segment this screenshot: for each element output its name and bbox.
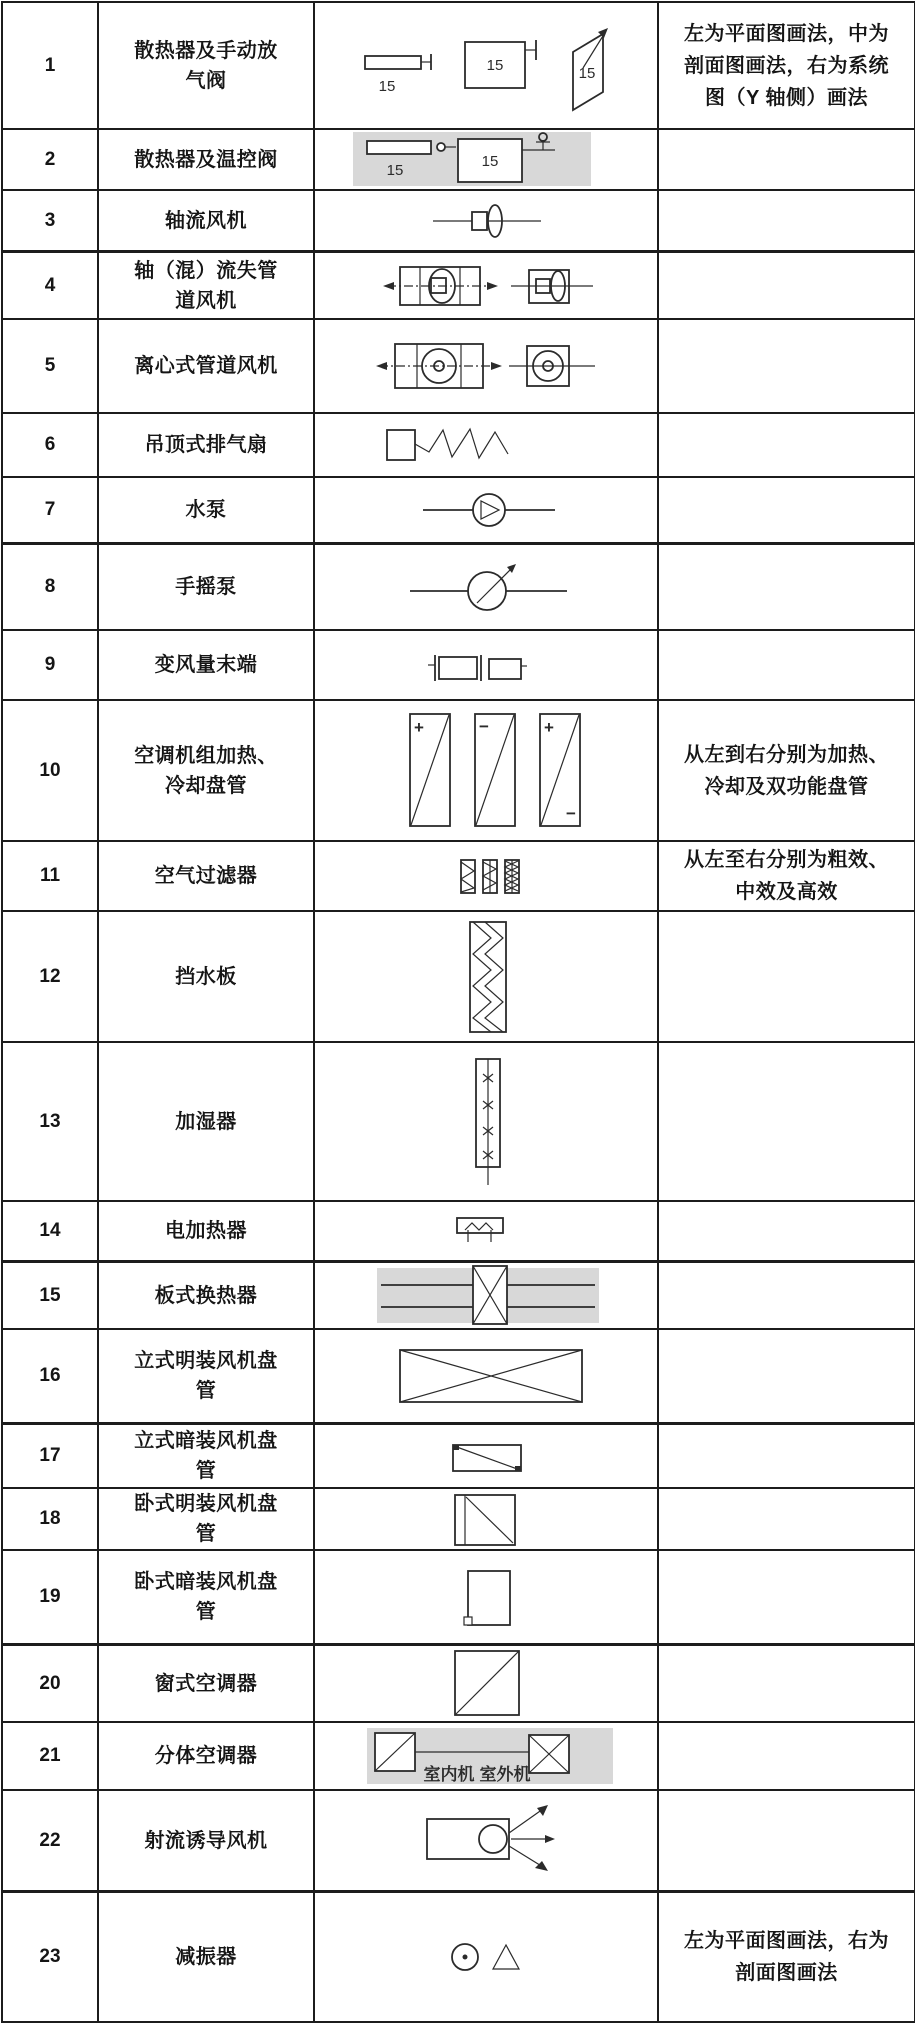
row-note <box>658 129 915 190</box>
symbol-label: 15 <box>386 162 404 179</box>
symbol-cell <box>314 1892 658 2023</box>
row-name: 空气过滤器 <box>98 841 314 911</box>
row-number: 1 <box>2 2 98 129</box>
axial-mixed-flow-duct-fan-symbol <box>315 253 658 318</box>
table-row <box>2 1892 915 2023</box>
plate-heat-exchanger-symbol <box>315 1263 658 1328</box>
row-name: 水泵 <box>98 477 314 544</box>
table-row <box>2 129 915 190</box>
row-note: 左为平面图画法，中为剖面图画法，右为系统图（Y 轴侧）画法 <box>658 2 915 129</box>
symbol-label: − <box>566 804 576 823</box>
symbol-cell <box>314 129 658 190</box>
symbol-cell <box>314 190 658 252</box>
row-name: 卧式明装风机盘管 <box>98 1488 314 1550</box>
row-note <box>658 190 915 252</box>
symbol-cell <box>314 1645 658 1723</box>
row-name: 手摇泵 <box>98 544 314 631</box>
table-row <box>2 841 915 911</box>
symbol-cell <box>314 700 658 841</box>
table-row <box>2 413 915 477</box>
radiator-manual-air-vent-symbol <box>315 4 658 127</box>
row-note <box>658 1042 915 1201</box>
vav-terminal-symbol <box>315 631 658 699</box>
row-note: 左为平面图画法，右为剖面图画法 <box>658 1892 915 2023</box>
row-note <box>658 413 915 477</box>
symbol-label: + <box>544 718 554 737</box>
table-row <box>2 700 915 841</box>
row-name: 板式换热器 <box>98 1262 314 1330</box>
table-row <box>2 911 915 1042</box>
symbol-cell <box>314 911 658 1042</box>
vertical-concealed-fan-coil-symbol <box>315 1425 658 1487</box>
symbol-cell <box>314 841 658 911</box>
symbol-cell <box>314 1329 658 1424</box>
symbol-cell <box>314 544 658 631</box>
row-number: 9 <box>2 630 98 700</box>
symbol-cell <box>314 1790 658 1892</box>
row-name: 卧式暗装风机盘管 <box>98 1550 314 1645</box>
row-name: 变风量末端 <box>98 630 314 700</box>
table-row <box>2 1262 915 1330</box>
air-filter-symbols <box>315 846 658 907</box>
row-note <box>658 1424 915 1489</box>
vibration-isolator-symbol <box>315 1893 658 2021</box>
row-number: 19 <box>2 1550 98 1645</box>
table-row <box>2 252 915 320</box>
centrifugal-duct-fan-symbol <box>315 320 658 412</box>
symbol-cell <box>314 1722 658 1790</box>
symbol-cell <box>314 1550 658 1645</box>
symbol-cell <box>314 413 658 477</box>
row-note <box>658 1201 915 1262</box>
jet-induction-fan-symbol <box>315 1791 658 1890</box>
row-name: 窗式空调器 <box>98 1645 314 1723</box>
row-name: 射流诱导风机 <box>98 1790 314 1892</box>
row-number: 7 <box>2 477 98 544</box>
water-pump-symbol <box>315 478 658 542</box>
row-number: 17 <box>2 1424 98 1489</box>
row-number: 3 <box>2 190 98 252</box>
row-note <box>658 319 915 413</box>
vertical-exposed-fan-coil-symbol <box>315 1330 658 1422</box>
row-number: 22 <box>2 1790 98 1892</box>
row-name: 减振器 <box>98 1892 314 2023</box>
row-name: 轴（混）流失管道风机 <box>98 252 314 320</box>
row-number: 2 <box>2 129 98 190</box>
hand-pump-symbol <box>315 545 658 629</box>
symbol-cell <box>314 477 658 544</box>
table-row <box>2 544 915 631</box>
symbol-label: 室内机 <box>423 1765 475 1784</box>
table-row <box>2 319 915 413</box>
row-number: 14 <box>2 1201 98 1262</box>
symbol-cell <box>314 1488 658 1550</box>
axial-fan-symbol <box>315 191 658 250</box>
row-note <box>658 1790 915 1892</box>
row-note <box>658 252 915 320</box>
table-row <box>2 190 915 252</box>
row-number: 4 <box>2 252 98 320</box>
row-number: 18 <box>2 1488 98 1550</box>
row-name: 立式明装风机盘管 <box>98 1329 314 1424</box>
symbol-label: 15 <box>378 78 396 95</box>
table-row <box>2 1790 915 1892</box>
symbol-cell <box>314 2 658 129</box>
ceiling-exhaust-fan-symbol <box>315 414 658 476</box>
row-name: 散热器及手动放气阀 <box>98 2 314 129</box>
table-row <box>2 1488 915 1550</box>
table-row <box>2 630 915 700</box>
row-number: 21 <box>2 1722 98 1790</box>
row-number: 23 <box>2 1892 98 2023</box>
row-note <box>658 630 915 700</box>
row-number: 11 <box>2 841 98 911</box>
symbol-cell <box>314 1262 658 1330</box>
table-row <box>2 1722 915 1790</box>
table-row <box>2 1042 915 1201</box>
row-name: 立式暗装风机盘管 <box>98 1424 314 1489</box>
symbol-label: 15 <box>481 153 499 170</box>
row-name: 离心式管道风机 <box>98 319 314 413</box>
symbol-cell <box>314 1424 658 1489</box>
symbol-cell <box>314 252 658 320</box>
row-number: 5 <box>2 319 98 413</box>
row-name: 挡水板 <box>98 911 314 1042</box>
row-number: 8 <box>2 544 98 631</box>
split-air-conditioner-symbol <box>315 1723 658 1789</box>
row-note: 从左至右分别为粗效、中效及高效 <box>658 841 915 911</box>
table-row <box>2 1550 915 1645</box>
row-number: 6 <box>2 413 98 477</box>
table-row <box>2 1329 915 1424</box>
horizontal-exposed-fan-coil-symbol <box>315 1489 658 1549</box>
row-note <box>658 1329 915 1424</box>
row-note <box>658 1262 915 1330</box>
table-row <box>2 1645 915 1723</box>
water-baffle-symbol <box>315 912 658 1041</box>
radiator-thermostatic-valve-symbol <box>315 130 658 189</box>
row-number: 13 <box>2 1042 98 1201</box>
row-number: 15 <box>2 1262 98 1330</box>
symbol-label: 室外机 <box>479 1765 531 1784</box>
row-name: 电加热器 <box>98 1201 314 1262</box>
symbol-cell <box>314 1201 658 1262</box>
symbol-label: 15 <box>578 65 596 82</box>
table-row <box>2 2 915 129</box>
table-row <box>2 1201 915 1262</box>
symbol-cell <box>314 319 658 413</box>
row-number: 12 <box>2 911 98 1042</box>
table-row <box>2 477 915 544</box>
window-air-conditioner-symbol <box>315 1646 658 1721</box>
row-name: 加湿器 <box>98 1042 314 1201</box>
horizontal-concealed-fan-coil-symbol <box>315 1551 658 1643</box>
electric-heater-symbol <box>315 1202 658 1260</box>
row-name: 轴流风机 <box>98 190 314 252</box>
symbol-label: + <box>414 718 424 737</box>
row-note <box>658 911 915 1042</box>
hvac-symbol-table <box>1 1 915 2023</box>
row-name: 散热器及温控阀 <box>98 129 314 190</box>
symbol-cell <box>314 1042 658 1201</box>
heating-cooling-coil-symbol <box>315 701 658 840</box>
symbol-label: 15 <box>486 57 504 74</box>
symbol-cell <box>314 630 658 700</box>
row-name: 吊顶式排气扇 <box>98 413 314 477</box>
row-name: 分体空调器 <box>98 1722 314 1790</box>
row-note <box>658 477 915 544</box>
row-number: 16 <box>2 1329 98 1424</box>
row-note <box>658 1488 915 1550</box>
row-note: 从左到右分别为加热、冷却及双功能盘管 <box>658 700 915 841</box>
row-number: 10 <box>2 700 98 841</box>
symbol-label: − <box>479 717 489 736</box>
row-number: 20 <box>2 1645 98 1723</box>
row-note <box>658 1722 915 1790</box>
row-note <box>658 1550 915 1645</box>
row-name: 空调机组加热、冷却盘管 <box>98 700 314 841</box>
humidifier-symbol <box>315 1043 658 1200</box>
row-note <box>658 544 915 631</box>
row-note <box>658 1645 915 1723</box>
table-row <box>2 1424 915 1489</box>
